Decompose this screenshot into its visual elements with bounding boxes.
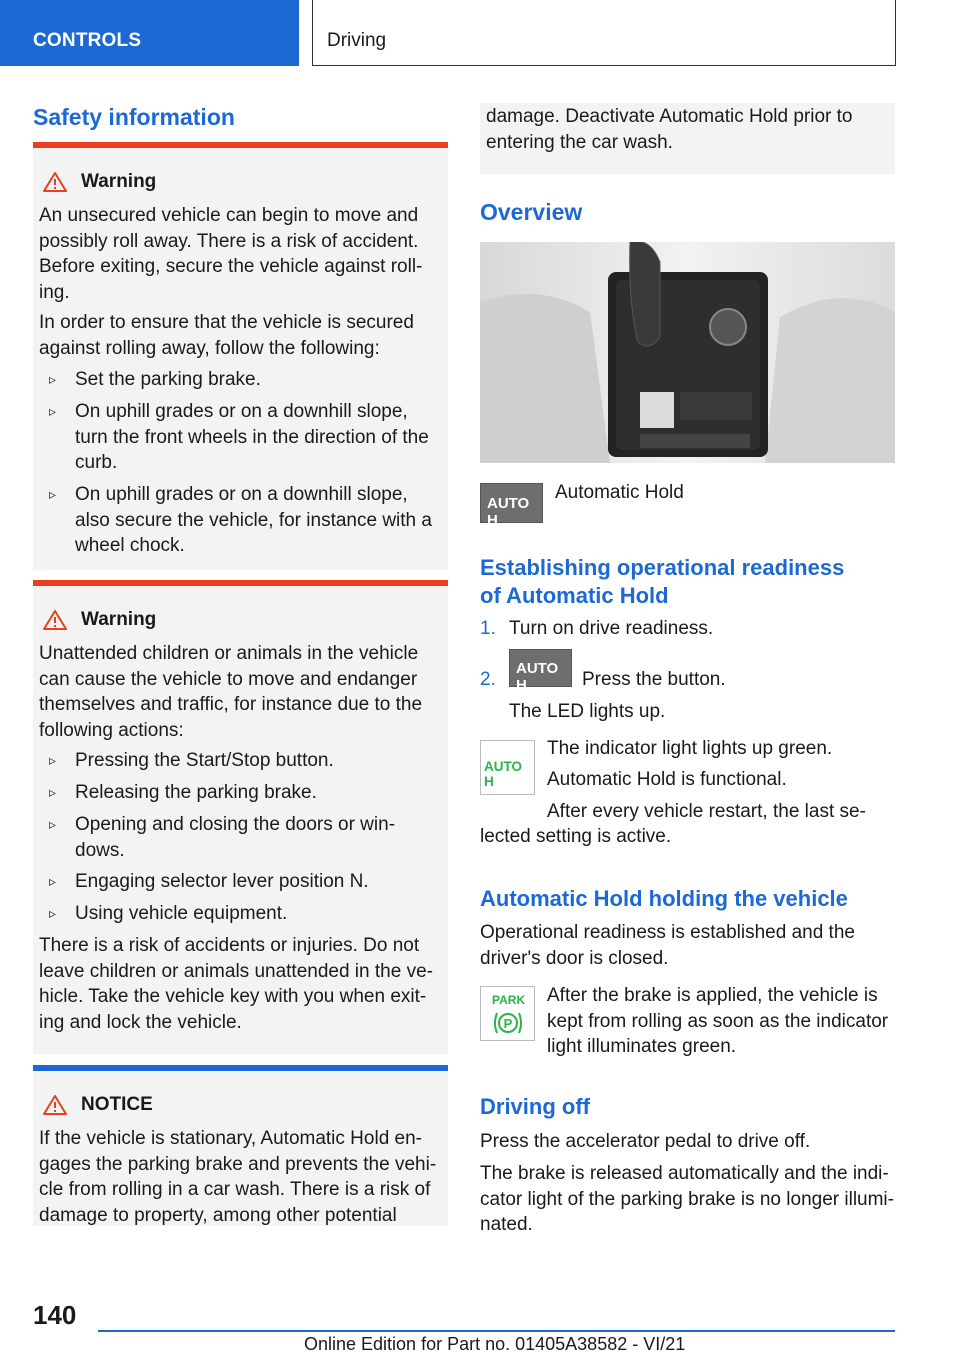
warning-triangle-icon [43,610,67,630]
auto-h-icon: AUTO H [480,483,543,523]
section-tab [0,0,299,66]
bullet-triangle-icon: ▹ [49,371,57,387]
warning-triangle-icon [43,172,67,192]
driving-para-1: Press the accelerator pedal to drive off. [480,1131,811,1152]
warning-title: Warning [41,609,156,631]
indicator-text: After every vehicle restart, the last se‐ [547,801,866,822]
warning1-para2: In order to ensure that the vehicle is secured against rolling away, follow the following: [39,312,414,359]
holding-heading: Automatic Hold holding the vehicle [480,886,848,911]
chapter-tab [312,0,896,66]
footer-rule [98,1330,895,1332]
warning-bar [33,142,448,148]
overview-heading: Overview [480,199,583,225]
indicator-text-tail: lected setting is active. [480,826,672,847]
notice-box [33,1065,448,1226]
holding-para: Operational readiness is established and the driver's door is closed. [480,922,855,969]
page-number: 140 [33,1300,77,1330]
indicator-text: The indicator light lights up green. [547,738,833,759]
edition-text: Online Edition for Part no. 01405A38582 - VI/21 [304,1334,686,1354]
warning2-para1: Unattended children or animals in the vehicle can cause the vehicle to move and endanger themselves and traffic, for instance due to the following actions: [39,643,423,741]
notice-bar [33,1065,448,1071]
bullet-triangle-icon: ▹ [49,486,57,502]
indicator-text: Automatic Hold is functional. [547,769,787,790]
warning-box-1 [33,142,448,570]
notice-continued-text: damage. Deactivate Automatic Hold prior to entering the car wash. [486,106,853,153]
center-console-image [480,242,895,463]
list-item: ▹ Pressing the Start/Stop button. [39,748,443,774]
warning-title: Warning [41,171,156,193]
warning-box-2 [33,580,448,1054]
bullet-triangle-icon: ▹ [49,873,57,889]
led-text: The LED lights up. [509,701,666,722]
parking-brake-icon [493,1009,523,1037]
chapter-title: Driving [327,30,387,51]
auto-h-indicator-icon: AUTO H [480,740,535,795]
notice-title: NOTICE [41,1094,153,1116]
establishing-heading: Establishing operational readiness of Automatic Hold [480,555,845,608]
step-text: Turn on drive readiness. [509,618,714,639]
svg-text:P: P [503,1016,513,1031]
list-item: ▹ On uphill grades or on a downhill slope, turn the front wheels in the direction of the curb. [49,401,429,473]
warning-bar [33,580,448,586]
safety-heading: Safety information [33,104,235,130]
step-number: 1. [480,618,496,639]
bullet-triangle-icon: ▹ [49,816,57,832]
park-indicator-icon: PARK P [480,986,535,1041]
notice-para: If the vehicle is stationary, Automatic Hold en‐ gages the parking brake and prevents the vehi‐ cle from rolling in a car wash. There is a risk of damage to property, among other potential [39,1128,437,1226]
bullet-triangle-icon: ▹ [49,403,57,419]
console-photo [480,242,895,463]
driving-off-heading: Driving off [480,1094,590,1119]
list-item: ▹ Engaging selector lever position N. [39,869,443,895]
notice-triangle-icon [43,1095,67,1115]
auto-h-button-icon: AUTO H [509,649,572,687]
list-item: ▹ Releasing the parking brake. [39,780,443,806]
step-text: Press the button. [582,669,726,690]
section-title: CONTROLS [33,30,142,51]
park-text: After the brake is applied, the vehicle is kept from rolling as soon as the indicator light illuminates green. [547,985,889,1057]
warning2-para2: There is a risk of accidents or injuries. Do not leave children or animals unattended in the ve‐ hicle. Take the vehicle key with you when exit‐ ing and lock the vehicle. [39,935,433,1033]
list-item: ▹ Using vehicle equipment. [39,901,443,927]
list-item: ▹ Opening and closing the doors or win‐ dows. [49,814,396,861]
auto-hold-label: Automatic Hold [555,482,684,503]
bullet-triangle-icon: ▹ [49,784,57,800]
bullet-triangle-icon: ▹ [49,905,57,921]
step-number: 2. [480,669,496,690]
list-item: ▹ On uphill grades or on a downhill slope, also secure the vehicle, for instance with a wheel chock. [49,484,432,556]
list-item: ▹ Set the parking brake. [39,367,443,393]
warning1-para1: An unsecured vehicle can begin to move and possibly roll away. There is a risk of accident. Before exiting, secure the vehicle against roll‐ ing. [39,205,423,303]
notice-box-continued [480,103,895,174]
bullet-triangle-icon: ▹ [49,752,57,768]
driving-para-2: The brake is released automatically and the indi‐ cator light of the parking brake is no longer illumi‐ nated. [480,1163,894,1235]
